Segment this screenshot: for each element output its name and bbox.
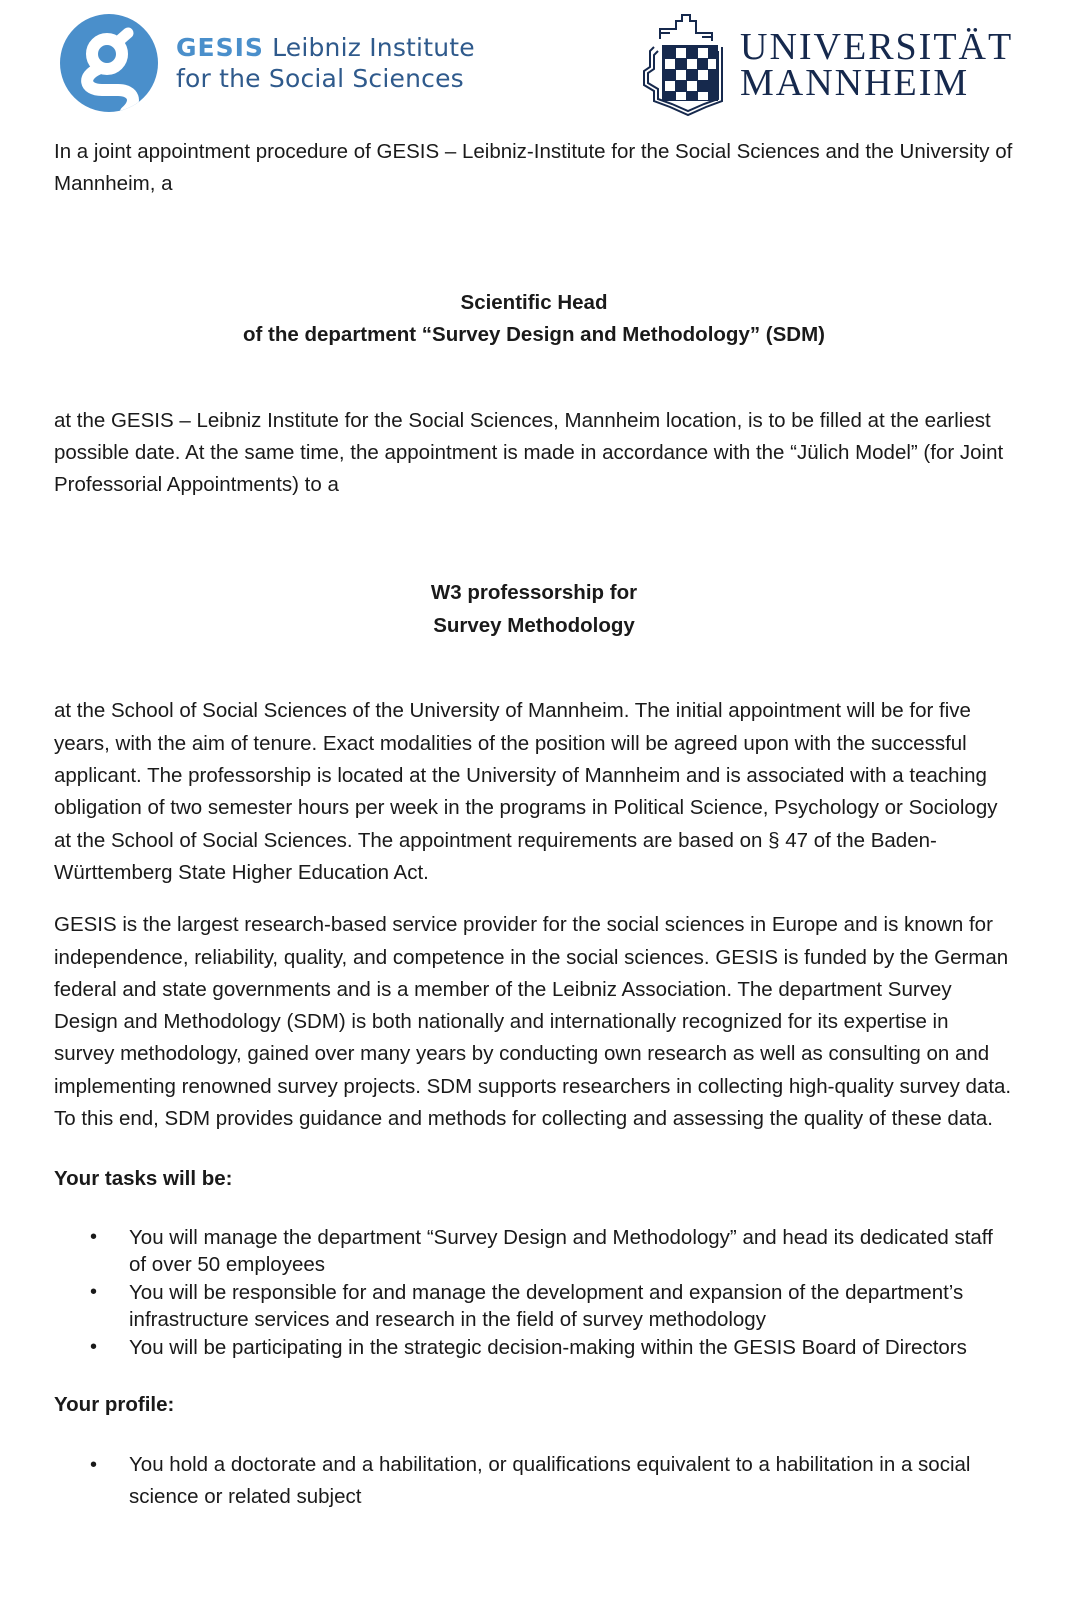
gesis-paragraph: GESIS is the largest research-based service provider for the social sciences in Europe and is known for independence, reliability, quality, and competence in the social sciences. GESIS is funded by the German federal and state governments and is a member of the Leibniz Association. The department Survey Design and Methodology (SDM) is both nationally and internationally recognized for its expertise in survey methodology, gained over many years by conducting own research as well as consulting on and implementing renowned survey projects. SDM supports researchers in collecting high-quality survey data. To this end, SDM provides guidance and methods for collecting and assessing the quality of these data. <box>54 913 1012 1131</box>
profile-heading: Your profile: <box>54 1393 175 1417</box>
bullet-icon: • <box>90 1225 98 1248</box>
position-title-line1: Scientific Head <box>460 290 608 314</box>
profile-list <box>54 1449 1014 1513</box>
task-item: • You will be responsible for and manage the development and expansion of the department’s infrastructure services and research in the field of survey methodology <box>90 1280 964 1332</box>
position-title-line2: of the department “Survey Design and Methodology” (SDM) <box>242 323 825 347</box>
school-paragraph: at the School of Social Sciences of the University of Mannheim. The initial appointment will be for five years, with the aim of tenure. Exact modalities of the position will be agreed upon with the successful applicant. The professorship is located at the University of Mannheim and is associated with a teaching obligation of two semester hours per week in the programs in Political Science, Psychology or Sociology at the School of Social Sciences. The appointment requirements are based on § 47 of the Baden-Württemberg State Higher Education Act. <box>54 699 998 884</box>
gesis-g-icon <box>60 14 158 112</box>
professorship-title-line2: Survey Methodology <box>433 613 635 637</box>
letterhead <box>0 0 1083 130</box>
mannheim-line2: MANNHEIM <box>740 62 970 104</box>
gesis-line2: for the Social Sciences <box>176 64 464 93</box>
gesis-wordmark <box>176 32 475 94</box>
mannheim-crest-icon <box>640 11 736 119</box>
position-title <box>54 287 1014 352</box>
tasks-list <box>54 1224 1014 1362</box>
mannheim-wordmark <box>740 26 1014 104</box>
professorship-title-line1: W3 professorship for <box>430 581 638 605</box>
task-item: • You will manage the department “Survey Design and Methodology” and head its dedicated staff of over 50 employees <box>90 1225 993 1277</box>
professorship-title <box>54 577 1014 642</box>
bullet-icon: • <box>90 1335 98 1358</box>
task-item: • You will be participating in the strategic decision-making within the GESIS Board of Directors <box>54 1334 1014 1362</box>
gesis-logo <box>60 13 475 113</box>
tasks-heading: Your tasks will be: <box>54 1167 233 1191</box>
bullet-icon: • <box>90 1454 98 1477</box>
bullet-icon: • <box>90 1280 98 1303</box>
mannheim-line1: UNIVERSITÄT <box>740 26 1014 68</box>
gesis-line1: Leibniz Institute <box>263 33 475 62</box>
intro-paragraph: In a joint appointment procedure of GESIS – Leibniz-Institute for the Social Sciences and the University of Mannheim, a <box>54 140 1013 196</box>
document-body <box>54 136 1014 1513</box>
profile-item: • You hold a doctorate and a habilitation, or qualifications equivalent to a habilitation in a social science or related subject <box>54 1449 1014 1513</box>
location-paragraph: at the GESIS – Leibniz Institute for the Social Sciences, Mannheim location, is to be filled at the earliest possible date. At the same time, the appointment is made in accordance with the “Jülich Model” (for Joint Professorial Appointments) to a <box>54 408 1004 497</box>
mannheim-logo <box>640 10 1013 120</box>
gesis-brand: GESIS <box>176 33 264 62</box>
